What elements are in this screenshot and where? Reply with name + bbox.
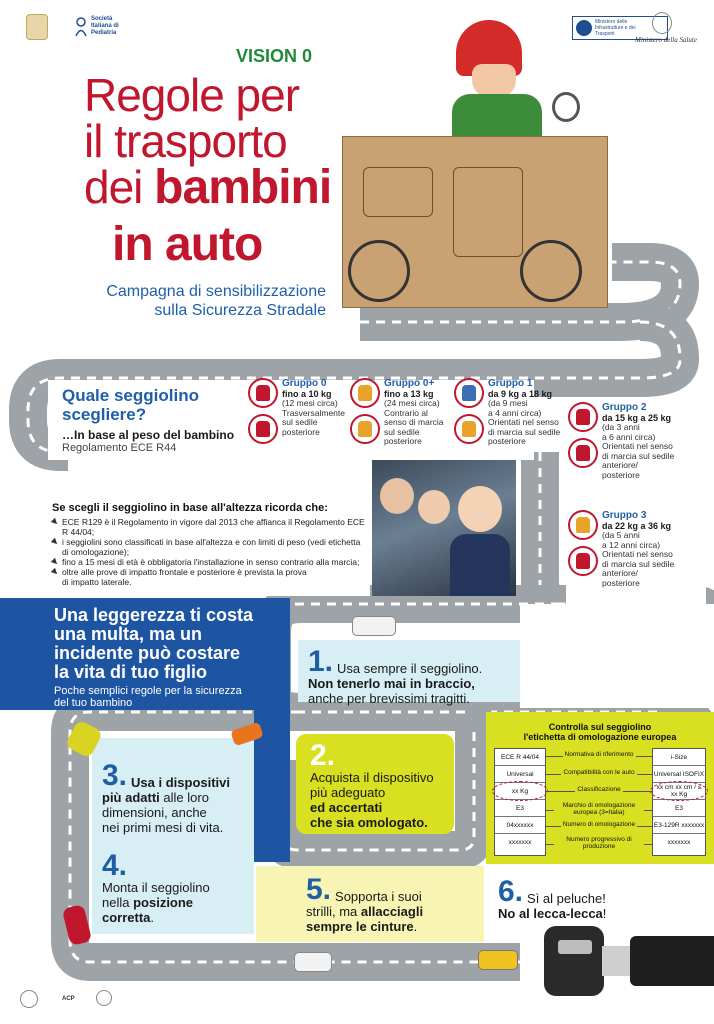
- group-1-line-2: a 4 anni circa): [488, 407, 542, 418]
- group-0plus-kg: fino a 13 kg: [384, 389, 434, 399]
- label-title-2: l'etichetta di omologazione europea: [523, 732, 677, 742]
- title-line-1: Regole per: [84, 69, 300, 121]
- group-0-line-3: sul sedile: [282, 417, 318, 427]
- rule-1-number: 1.: [308, 645, 334, 678]
- mit-line-2: Infrastrutture e dei: [595, 25, 636, 31]
- label-right-1: i-Size: [653, 749, 705, 766]
- child-face: [472, 64, 516, 98]
- group-3-seat-icon-2: [568, 546, 598, 576]
- rule-2-number: 2.: [310, 739, 336, 772]
- title-line-3-bold: bambini: [154, 161, 332, 214]
- rear-wheel: [520, 240, 582, 302]
- group-3-line-1: (da 5 anni: [602, 530, 640, 540]
- footer-logo-acp: ACP: [62, 996, 75, 1002]
- rule-3-plain-2: alle loro: [163, 790, 209, 805]
- height-section: [48, 496, 370, 596]
- group-0plus-seat-icon: [350, 378, 380, 408]
- height-item-2-cont: di omologazione);: [62, 547, 130, 557]
- warning-sub-1: Poche semplici regole per la sicurezza: [54, 685, 242, 697]
- group-0plus-line-4: sul sedile: [384, 426, 420, 437]
- seat-choice-regulation: Regolamento ECE R44: [62, 442, 177, 454]
- group-3-line-2: a 12 anni circa): [602, 539, 661, 550]
- warning-headline: [54, 606, 254, 682]
- subtitle-line-2: sulla Sicurezza Stradale: [154, 302, 326, 319]
- group-2-kg: da 15 kg a 25 kg: [602, 413, 672, 423]
- group-2-line-6: posteriore: [602, 469, 640, 480]
- vision-label: VISION 0: [236, 46, 313, 66]
- right-classification-highlight: [650, 781, 708, 801]
- rule-6-number: 6.: [498, 875, 524, 908]
- seat-choice-title-2: scegliere?: [62, 405, 147, 424]
- rule-2-plain-2: più adeguato: [310, 785, 386, 800]
- warning-subtext: [54, 685, 254, 709]
- rule-5-card: [256, 866, 484, 942]
- height-item-4: oltre alle prove di impatto frontale e posteriore è prevista la prova: [52, 567, 366, 577]
- group-0plus-line-1: (24 mesi circa): [384, 398, 440, 408]
- label-card-ece-r44: [494, 748, 546, 856]
- subtitle-line-1: Campagna di sensibilizzazione: [106, 283, 326, 300]
- child-box-car-illustration: [340, 12, 610, 312]
- group-1-seat-icon-2: [454, 414, 484, 444]
- group-0-seat-icon-2: [248, 414, 278, 444]
- label-mid-2: Compatibilità con le auto: [563, 769, 635, 776]
- rule-6-bold-1: No al lecca-lecca: [498, 906, 603, 921]
- sip-line-1: Società: [91, 16, 113, 22]
- campaign-subtitle: [90, 282, 326, 320]
- label-left-2: Universal: [495, 766, 545, 783]
- warning-sub-2: del tuo bambino: [54, 697, 133, 709]
- warning-line-4: la vita di tuo figlio: [54, 662, 207, 682]
- title-line-3-light: dei: [84, 161, 155, 213]
- label-title-1: Controlla sul seggiolino: [548, 722, 652, 732]
- rule-4-bold-2: corretta: [102, 910, 151, 925]
- steering-wheel-icon: [552, 92, 580, 122]
- label-left-4: E3: [495, 800, 545, 817]
- warning-line-2: una multa, ma un: [54, 624, 203, 644]
- rule-2-card: [296, 734, 454, 834]
- rule-5-number: 5.: [306, 873, 332, 906]
- mit-line-1: Ministero delle: [595, 19, 628, 25]
- label-right-5: E3-129R xxxxxxx: [653, 817, 705, 834]
- group-1-line-5: posteriore: [488, 436, 526, 446]
- label-left-5: 04xxxxxx: [495, 817, 545, 834]
- group-0-name: Gruppo 0: [282, 378, 327, 389]
- rule-5-bold-1: allacciagli: [360, 904, 424, 919]
- group-2-seat-icon: [568, 402, 598, 432]
- label-left-6: xxxxxxx: [508, 839, 532, 846]
- label-right-6: xxxxxxx: [667, 839, 691, 846]
- seat-choice-subtitle: …In base al peso del bambino: [62, 428, 235, 442]
- rule-4-number: 4.: [102, 849, 128, 882]
- rule-4-plain-2: nella: [102, 895, 130, 910]
- group-1-line-1: (da 9 mesi: [488, 398, 528, 408]
- group-0-kg: fino a 10 kg: [282, 389, 332, 399]
- group-3-kg: da 22 kg a 36 kg: [602, 521, 672, 531]
- rule-5-plain-1: Sopporta i suoi: [335, 889, 422, 904]
- group-0-line-4: posteriore: [282, 426, 320, 437]
- left-classification-highlight: [492, 781, 548, 801]
- rule-2-bold-1: ed accertati: [310, 800, 383, 815]
- group-2-seat-icon-2: [568, 438, 598, 468]
- group-2-line-5: anteriore/: [602, 460, 638, 470]
- warning-line-3: incidente può costare: [54, 643, 241, 663]
- group-0plus-card: [350, 378, 450, 447]
- group-2-line-3: Orientati nel senso: [602, 441, 673, 451]
- footer-logo-3: [96, 990, 112, 1006]
- front-wheel: [348, 240, 410, 302]
- rule-4-end: .: [150, 910, 155, 925]
- label-right-2: Universal ISOFIX: [653, 766, 705, 783]
- height-item-3: fino a 15 mesi di età è obbligatoria l'installazione in senso contrario alla marcia;: [52, 557, 366, 567]
- baby-outfit: [450, 534, 510, 596]
- warning-panel: [0, 598, 254, 710]
- group-3-name: Gruppo 3: [602, 510, 647, 521]
- rule-5-end: .: [413, 919, 418, 934]
- car-door-sketch: [453, 167, 523, 257]
- rule-3-plain-3: dimensioni, anche: [102, 805, 207, 820]
- group-1-line-3: Orientati nel senso: [488, 417, 559, 427]
- children-car-seats-photo: [372, 460, 516, 596]
- white-car-bottom: [294, 952, 332, 972]
- seat-choice-title-1: Quale seggiolino: [62, 386, 199, 405]
- group-3-line-3: Orientati nel senso: [602, 549, 673, 559]
- rule-5-bold-2: sempre le cinture: [306, 919, 414, 934]
- group-1-seat-icon: [454, 378, 484, 408]
- seat-belt-buckle-icon: [544, 926, 714, 998]
- seat-choice-panel: [48, 380, 244, 460]
- rule-1-card: [298, 640, 520, 706]
- mit-line-3: Trasporti: [595, 31, 615, 37]
- group-3-line-6: posteriore: [602, 577, 640, 588]
- homologation-label-panel: [486, 712, 714, 864]
- sip-line-3: Pediatria: [91, 30, 117, 36]
- rule-3-plain-4: nei primi mesi di vita.: [102, 820, 224, 835]
- label-mid-5: Numero di omologazione: [562, 821, 636, 828]
- title-line-4: in auto: [112, 218, 263, 271]
- group-1-name: Gruppo 1: [488, 378, 533, 389]
- height-title: Se scegli il seggiolino in base all'altezza ricorda che:: [52, 502, 328, 514]
- child-face-1: [380, 478, 414, 514]
- rule-4-plain-1: Monta il seggiolino: [102, 880, 210, 895]
- label-left-1: ECE R 44/04: [495, 749, 545, 766]
- group-0-seat-icon: [248, 378, 278, 408]
- group-0plus-line-2: Contrario al: [384, 407, 428, 418]
- child-face-2: [418, 490, 450, 524]
- rule-3-number: 3.: [102, 759, 128, 792]
- rule-1-right-strip: [520, 604, 714, 708]
- group-2-line-2: a 6 anni circa): [602, 431, 656, 442]
- title-line-2: il trasporto: [84, 115, 287, 167]
- group-0plus-line-5: posteriore: [384, 436, 422, 446]
- rule-1-plain-1: Usa sempre il seggiolino.: [337, 661, 483, 676]
- warning-line-1: Una leggerezza ti costa: [54, 605, 254, 625]
- footer-logo-1: [20, 990, 38, 1008]
- group-2-name: Gruppo 2: [602, 402, 647, 413]
- group-2-card: [566, 402, 706, 502]
- sip-line-2: Italiana di: [91, 23, 119, 29]
- rule-2-bold-2: che sia omologato.: [310, 815, 428, 830]
- rule-3-card: [102, 759, 252, 835]
- label-mid-1: Normativa di riferimento: [564, 751, 634, 758]
- group-0-card: [248, 378, 346, 437]
- rule-6-end: !: [602, 906, 607, 921]
- group-3-seat-icon: [568, 510, 598, 540]
- group-3-line-5: anteriore/: [602, 568, 638, 578]
- group-1-kg: da 9 kg a 18 kg: [488, 389, 553, 399]
- rule-4-card: [102, 849, 252, 925]
- group-0plus-seat-icon-2: [350, 414, 380, 444]
- group-3-card: [566, 510, 706, 606]
- group-0-line-2: Trasversalmente: [282, 407, 345, 418]
- white-car: [352, 616, 396, 636]
- salute-label: Ministero della Salute: [635, 36, 697, 44]
- height-item-4-cont: di impatto laterale.: [62, 577, 132, 587]
- group-0plus-name: Gruppo 0+: [384, 378, 435, 389]
- rule-5-plain-2: strilli, ma: [306, 904, 358, 919]
- seat-choice-title: [62, 386, 244, 424]
- height-item-2: i seggiolini sono classificati in base all'altezza e con limiti di peso (vedi etichetta: [52, 537, 366, 547]
- car-window-sketch: [363, 167, 433, 217]
- baby-face: [458, 486, 502, 532]
- label-right-3: xx cm xx cm / ≤ xx Kg: [653, 783, 705, 800]
- label-card-i-size: [652, 748, 706, 856]
- child-sweater: [452, 94, 542, 140]
- group-1-card: [454, 378, 562, 447]
- height-item-1: ECE R129 è il Regolamento in vigore dal 2013 che affianca il Regolamento ECE R 44/04;: [52, 517, 366, 537]
- rule-3-plain-1: Usa i dispositivi: [131, 775, 231, 790]
- label-mid-4: Marchio di omologazione europea (3=Italia): [554, 802, 644, 816]
- rule-3-bold-1: più adatti: [102, 790, 160, 805]
- rule-6-plain-1: Sì al peluche!: [527, 891, 606, 906]
- yellow-car-bottom: [478, 950, 518, 970]
- rule-2-plain-1: Acquista il dispositivo: [310, 770, 434, 785]
- label-mid-6: Numero progressivo di produzione: [554, 836, 644, 850]
- group-1-line-4: di marcia sul sedile: [488, 426, 561, 437]
- group-0-line-1: (12 mesi circa): [282, 398, 338, 408]
- rule-1-plain-2: anche per brevissimi tragitti.: [308, 691, 470, 706]
- label-left-3: xx Kg: [495, 783, 545, 800]
- group-2-line-4: di marcia sul sedile: [602, 450, 675, 461]
- label-mid-3: Classificazione: [577, 786, 621, 793]
- group-0plus-line-3: senso di marcia: [384, 417, 444, 427]
- group-3-line-4: di marcia sul sedile: [602, 558, 675, 569]
- rule-1-bold: Non tenerlo mai in braccio,: [308, 676, 475, 691]
- group-2-line-1: (da 3 anni: [602, 422, 640, 432]
- page-title: [84, 69, 334, 271]
- label-right-4: E3: [653, 800, 705, 817]
- rule-4-bold-1: posizione: [133, 895, 194, 910]
